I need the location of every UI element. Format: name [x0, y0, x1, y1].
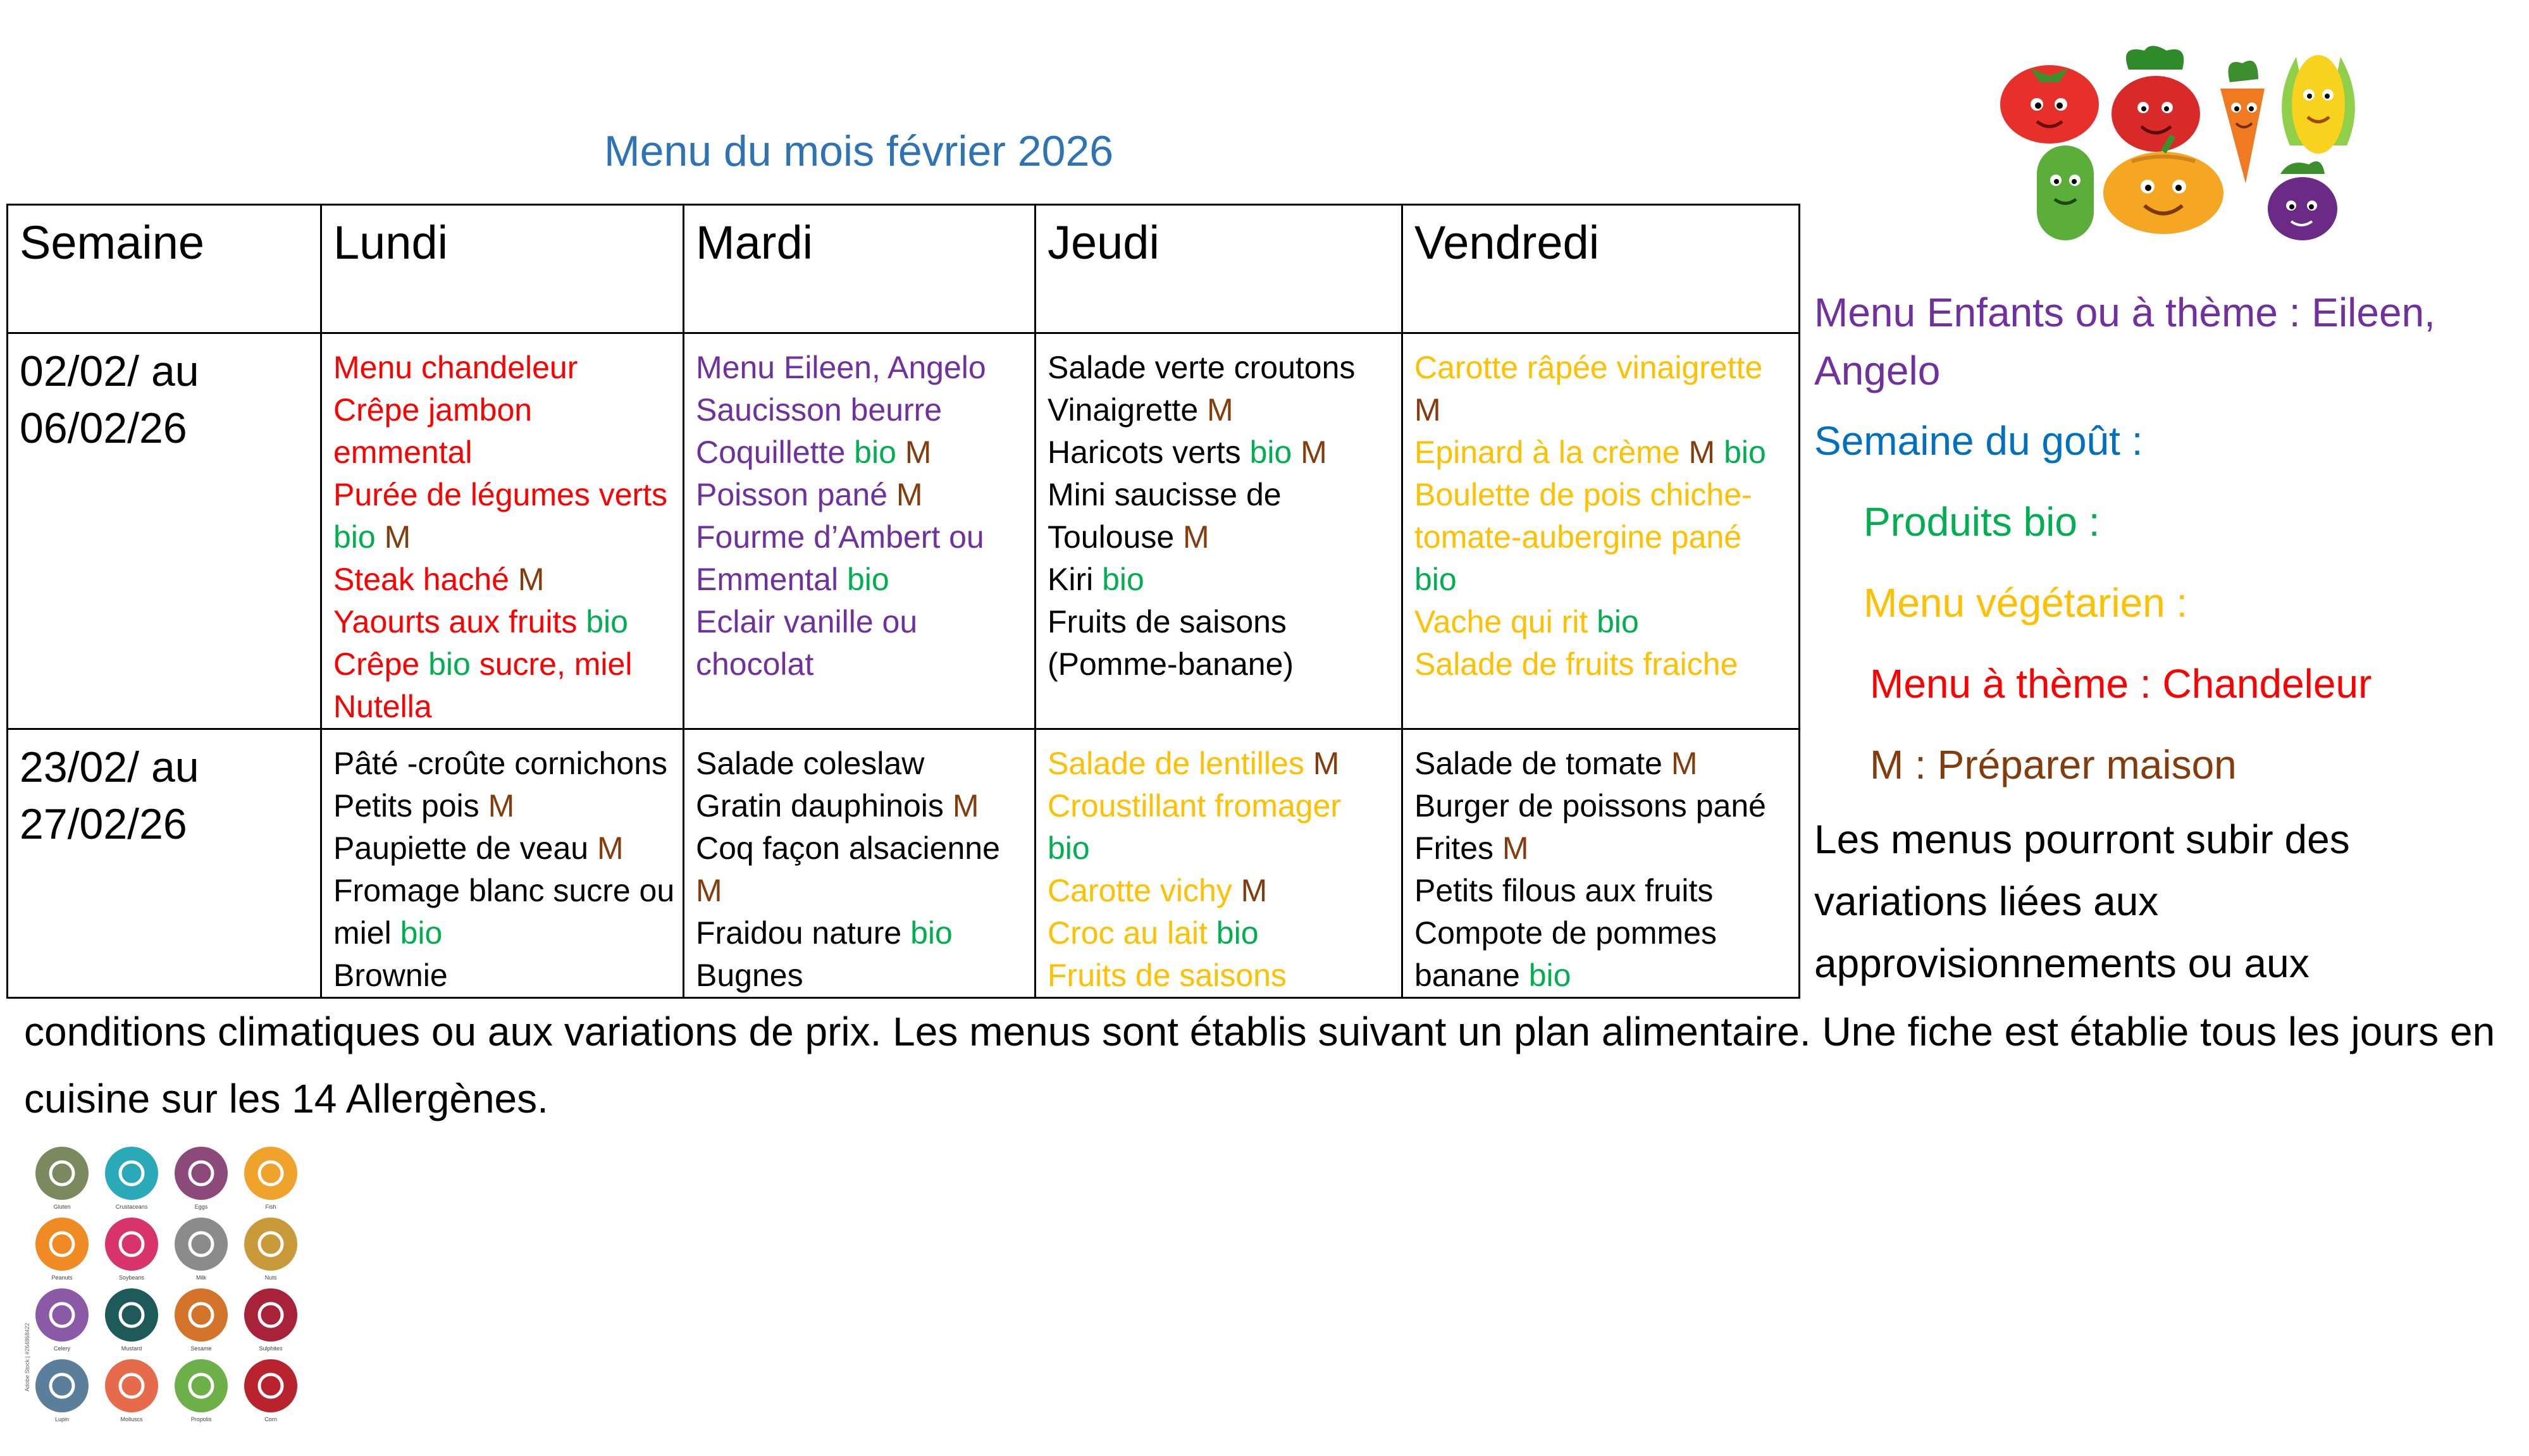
menu-text: bio	[901, 915, 953, 951]
milk-icon	[175, 1218, 228, 1281]
mollusc-icon	[105, 1359, 158, 1422]
menu-line	[1414, 474, 1788, 516]
menu-text: M	[1493, 830, 1529, 866]
menu-text: Fruits de saisons	[1048, 958, 1287, 993]
menu-line	[696, 516, 1024, 558]
menu-text: M	[375, 519, 411, 555]
menu-line	[1414, 558, 1788, 601]
menu-text: Kiri	[1048, 562, 1094, 597]
wheat-icon	[35, 1147, 89, 1210]
menu-line	[1048, 431, 1391, 474]
menu-line	[696, 558, 1024, 601]
allergen-badge	[105, 1359, 158, 1412]
menu-text: Crêpe jambon	[333, 392, 533, 428]
menu-text: bio	[1414, 562, 1457, 597]
menu-text: Croustillant fromager	[1048, 788, 1342, 824]
menu-line	[1048, 743, 1391, 785]
allergen-badge	[175, 1218, 228, 1271]
sesame-icon	[175, 1288, 228, 1352]
menu-text: tomate-aubergine pané	[1414, 519, 1742, 555]
menu-text: Salade de fruits fraiche	[1414, 646, 1738, 682]
menu-text: bio	[1048, 830, 1090, 866]
menu-text: chocolat	[696, 646, 814, 682]
menu-line	[333, 474, 672, 516]
menu-text: bio	[1207, 915, 1259, 951]
week-label-line: 27/02/26	[20, 800, 187, 848]
menu-line	[1048, 827, 1391, 870]
allergen-label: Gluten	[53, 1204, 71, 1210]
allergen-label: Fish	[265, 1204, 276, 1210]
menu-line	[333, 347, 672, 389]
menu-line	[333, 954, 672, 997]
day-cell-vendredi	[1402, 333, 1800, 729]
menu-text: M	[1292, 435, 1327, 470]
week-label	[8, 333, 321, 729]
menu-text: Carotte vichy	[1048, 873, 1232, 908]
allergen-badge	[35, 1218, 89, 1271]
menu-text: M	[696, 873, 722, 908]
menu-line	[1414, 643, 1788, 686]
menu-line	[696, 743, 1024, 785]
menu-text: Fruits de saisons	[1048, 604, 1287, 639]
allergen-badge	[244, 1218, 297, 1271]
menu-table	[6, 204, 1800, 999]
legend-enfants-line: Menu Enfants ou à thème : Eileen,	[1814, 290, 2435, 335]
allergens-chart	[24, 1138, 334, 1448]
menu-text: Coq façon alsacienne	[696, 830, 1000, 866]
menu-line	[333, 431, 672, 474]
week-row	[8, 729, 1800, 998]
menu-line	[333, 643, 672, 686]
day-cell-lundi	[321, 729, 684, 998]
menu-line	[1414, 431, 1788, 474]
menu-line	[1048, 954, 1391, 997]
menu-text: Nutella	[333, 689, 432, 724]
menu-text: Salade coleslaw	[696, 746, 925, 781]
menu-text: banane	[1414, 958, 1520, 993]
menu-text: bio	[1588, 604, 1639, 639]
menu-line	[696, 827, 1024, 870]
menu-line	[333, 686, 672, 728]
day-cell-vendredi	[1402, 729, 1800, 998]
menu-text: Fourme d’Ambert ou	[696, 519, 984, 555]
allergen-badge	[35, 1147, 89, 1200]
beet-icon	[2112, 46, 2200, 152]
menu-line	[1414, 516, 1788, 558]
menu-text: Fromage blanc sucre ou	[333, 873, 675, 908]
day-cell-lundi	[321, 333, 684, 729]
menu-text: M	[1662, 746, 1698, 781]
menu-text: M	[1174, 519, 1209, 555]
header-semaine: Semaine	[8, 205, 321, 333]
menu-line	[1414, 601, 1788, 643]
menu-text: Carotte râpée vinaigrette	[1414, 350, 1763, 385]
menu-text: M	[896, 435, 932, 470]
menu-text: M	[1679, 435, 1716, 470]
menu-text: Salade verte croutons	[1048, 350, 1356, 385]
menu-text: Coquillette	[696, 435, 846, 470]
menu-text: Vache qui rit	[1414, 604, 1588, 639]
menu-line	[333, 912, 672, 954]
menu-text: Purée de légumes verts	[333, 477, 668, 512]
menu-text: Mini saucisse de	[1048, 477, 1282, 512]
menu-line	[1414, 870, 1788, 912]
menu-line	[696, 785, 1024, 827]
menu-text: Poisson pané	[696, 477, 888, 512]
menu-line	[1048, 516, 1391, 558]
menu-text: Toulouse	[1048, 519, 1175, 555]
allergen-label: Sulphites	[259, 1345, 283, 1352]
menu-text: M	[588, 830, 624, 866]
propolis-icon	[175, 1359, 228, 1422]
menu-text: bio	[838, 562, 889, 597]
menu-line	[1414, 347, 1788, 389]
menu-text: Paupiette de veau	[333, 830, 589, 866]
allergen-label: Eggs	[194, 1204, 208, 1210]
menu-line	[1414, 785, 1788, 827]
fish-icon	[244, 1147, 297, 1210]
celery-icon	[35, 1288, 89, 1352]
corn-character-icon	[2282, 55, 2355, 154]
lobster-icon	[105, 1147, 158, 1210]
menu-text: M	[943, 788, 979, 824]
menu-line	[333, 558, 672, 601]
menu-line	[1048, 474, 1391, 516]
menu-text: Vinaigrette	[1048, 392, 1199, 428]
header-vendredi: Vendredi	[1402, 205, 1800, 333]
menu-line	[333, 827, 672, 870]
lupin-icon	[35, 1359, 89, 1422]
week-label	[8, 729, 321, 998]
menu-line	[1048, 912, 1391, 954]
eggs-icon	[175, 1147, 228, 1210]
menu-line	[696, 601, 1024, 643]
header-row	[8, 205, 1800, 333]
vegetables-illustration	[1993, 44, 2404, 247]
menu-line	[696, 643, 1024, 686]
eggplant-icon	[2268, 161, 2337, 240]
menu-text: Petits pois	[333, 788, 479, 824]
menu-line	[333, 389, 672, 431]
menu-text: Crêpe	[333, 646, 420, 682]
menu-text: Burger de poissons pané	[1414, 788, 1766, 824]
menu-text: bio	[1240, 435, 1292, 470]
menu-text: bio	[419, 646, 471, 682]
allergen-label: Celery	[53, 1345, 71, 1352]
menu-text: Fraidou nature	[696, 915, 902, 951]
mustard-icon	[105, 1288, 158, 1352]
allergen-label: Propolis	[190, 1416, 212, 1422]
menu-text: Frites	[1414, 830, 1493, 866]
week-label-line: 02/02/ au	[20, 347, 199, 395]
soybean-icon	[105, 1218, 158, 1281]
allergen-label: Milk	[196, 1274, 206, 1281]
menu-text: Haricots verts	[1048, 435, 1241, 470]
menu-text: Boulette de pois chiche-	[1414, 477, 1752, 512]
menu-text: M	[1414, 392, 1441, 428]
note-variations: Les menus pourront subir des variations liées aux approvisionnements ou aux	[1814, 817, 2350, 986]
legend-vegetarien: Menu végétarien :	[1864, 580, 2188, 626]
allergen-badge	[105, 1147, 158, 1200]
legend-gout: Semaine du goût :	[1814, 418, 2143, 464]
menu-text: bio	[1519, 958, 1571, 993]
menu-line	[1048, 785, 1391, 827]
week-label-line: 23/02/ au	[20, 743, 199, 791]
menu-line	[333, 870, 675, 912]
menu-text: Compote de pommes	[1414, 915, 1717, 951]
allergen-label: Sesame	[190, 1345, 212, 1352]
allergen-credit: Adobe Stock | #264868422	[24, 1323, 30, 1391]
menu-line	[333, 743, 672, 785]
menu-text: M	[1304, 746, 1340, 781]
menu-text: Gratin dauphinois	[696, 788, 944, 824]
menu-text: M	[887, 477, 923, 512]
legend-maison: M : Préparer maison	[1870, 742, 2237, 787]
corn-icon	[244, 1359, 297, 1422]
menu-text: Croc au lait	[1048, 915, 1208, 951]
day-cell-mardi	[684, 729, 1036, 998]
allergen-badge	[175, 1359, 228, 1412]
menu-line	[1414, 743, 1788, 785]
menu-text: M	[1198, 392, 1234, 428]
allergen-badge	[105, 1218, 158, 1271]
legend-theme: Menu à thème : Chandeleur	[1870, 661, 2372, 706]
allergen-badge	[175, 1288, 228, 1342]
menu-line	[696, 870, 1024, 912]
menu-text: bio	[391, 915, 443, 951]
menu-line	[333, 785, 672, 827]
menu-line	[1048, 870, 1391, 912]
day-cell-jeudi	[1036, 333, 1402, 729]
menu-text: miel	[333, 915, 392, 951]
menu-text: bio	[1715, 435, 1766, 470]
menu-text: bio	[1093, 562, 1144, 597]
legend-bio: Produits bio :	[1864, 499, 2100, 545]
menu-line	[696, 431, 1024, 474]
menu-text: sucre, miel	[470, 646, 633, 682]
allergen-label: Molluscs	[120, 1416, 143, 1422]
menu-line	[696, 954, 1024, 997]
menu-text: bio	[577, 604, 628, 639]
nuts-icon	[244, 1218, 297, 1281]
allergen-label: Lupin	[54, 1416, 70, 1422]
menu-line	[696, 389, 1024, 431]
allergen-label: Nuts	[264, 1274, 277, 1281]
menu-text: bio	[845, 435, 896, 470]
menu-text: (Pomme-banane)	[1048, 646, 1294, 682]
menu-line	[1048, 389, 1391, 431]
menu-text: Saucisson beurre	[696, 392, 943, 428]
allergen-badge	[244, 1359, 297, 1412]
header-jeudi: Jeudi	[1036, 205, 1402, 333]
menu-text: Bugnes	[696, 958, 803, 993]
peanut-icon	[35, 1218, 89, 1281]
week-row	[8, 333, 1800, 729]
menu-text: Brownie	[333, 958, 448, 993]
menu-line	[1048, 347, 1391, 389]
menu-line	[1414, 827, 1788, 870]
allergen-badge	[175, 1147, 228, 1200]
allergen-badge	[35, 1288, 89, 1342]
header-mardi: Mardi	[684, 205, 1036, 333]
allergen-label: Mustard	[121, 1345, 142, 1352]
menu-text: Menu Eileen, Angelo	[696, 350, 986, 385]
day-cell-jeudi	[1036, 729, 1402, 998]
allergen-label: Peanuts	[51, 1274, 73, 1281]
menu-line	[1414, 912, 1788, 954]
menu-text: Menu chandeleur	[333, 350, 578, 385]
menu-text: Emmental	[696, 562, 839, 597]
menu-line	[1048, 601, 1391, 643]
menu-line	[333, 516, 672, 558]
menu-text: M	[1232, 873, 1268, 908]
menu-text: bio	[333, 519, 376, 555]
wine-icon	[244, 1288, 297, 1352]
menu-line	[696, 912, 1024, 954]
page-title: Menu du mois février 2026	[604, 127, 1114, 175]
menu-text: Pâté -croûte cornichons	[333, 746, 668, 781]
menu-line	[333, 601, 672, 643]
allergen-badge	[244, 1147, 297, 1200]
menu-text: emmental	[333, 435, 473, 470]
menu-line	[1048, 558, 1391, 601]
allergen-badge	[105, 1288, 158, 1342]
menu-text: Eclair vanille ou	[696, 604, 918, 639]
allergen-badge	[35, 1359, 89, 1412]
menu-text: Steak haché	[333, 562, 509, 597]
menu-line	[1414, 389, 1788, 431]
menu-line	[696, 474, 1024, 516]
menu-line	[1414, 954, 1788, 997]
menu-text: M	[479, 788, 515, 824]
menu-text: Epinard à la crème	[1414, 435, 1680, 470]
header-lundi: Lundi	[321, 205, 684, 333]
menu-text: Yaourts aux fruits	[333, 604, 578, 639]
tomato-icon	[2000, 65, 2099, 144]
allergen-label: Crustaceans	[115, 1204, 148, 1210]
carrot-icon	[2220, 61, 2265, 183]
cucumber-icon	[2037, 145, 2094, 240]
menu-text: Petits filous aux fruits	[1414, 873, 1714, 908]
legend-enfants-line: Angelo	[1814, 348, 1941, 393]
menu-text: Salade de lentilles	[1048, 746, 1304, 781]
allergen-label: Corn	[264, 1416, 277, 1422]
menu-text: M	[509, 562, 545, 597]
allergen-label: Soybeans	[118, 1274, 145, 1281]
legend-enfants	[1814, 283, 2435, 400]
pumpkin-icon	[2103, 136, 2223, 234]
menu-line	[1048, 643, 1391, 686]
allergen-badge	[244, 1288, 297, 1342]
menu-line	[696, 347, 1024, 389]
note-allergenes: conditions climatiques ou aux variations de prix. Les menus sont établis suivant un plan alimentaire. Une fiche est établie tous les jours en cuisine sur les 14 Allergènes.	[24, 1009, 2495, 1121]
week-label-line: 06/02/26	[20, 404, 187, 452]
day-cell-mardi	[684, 333, 1036, 729]
menu-text: Salade de tomate	[1414, 746, 1662, 781]
